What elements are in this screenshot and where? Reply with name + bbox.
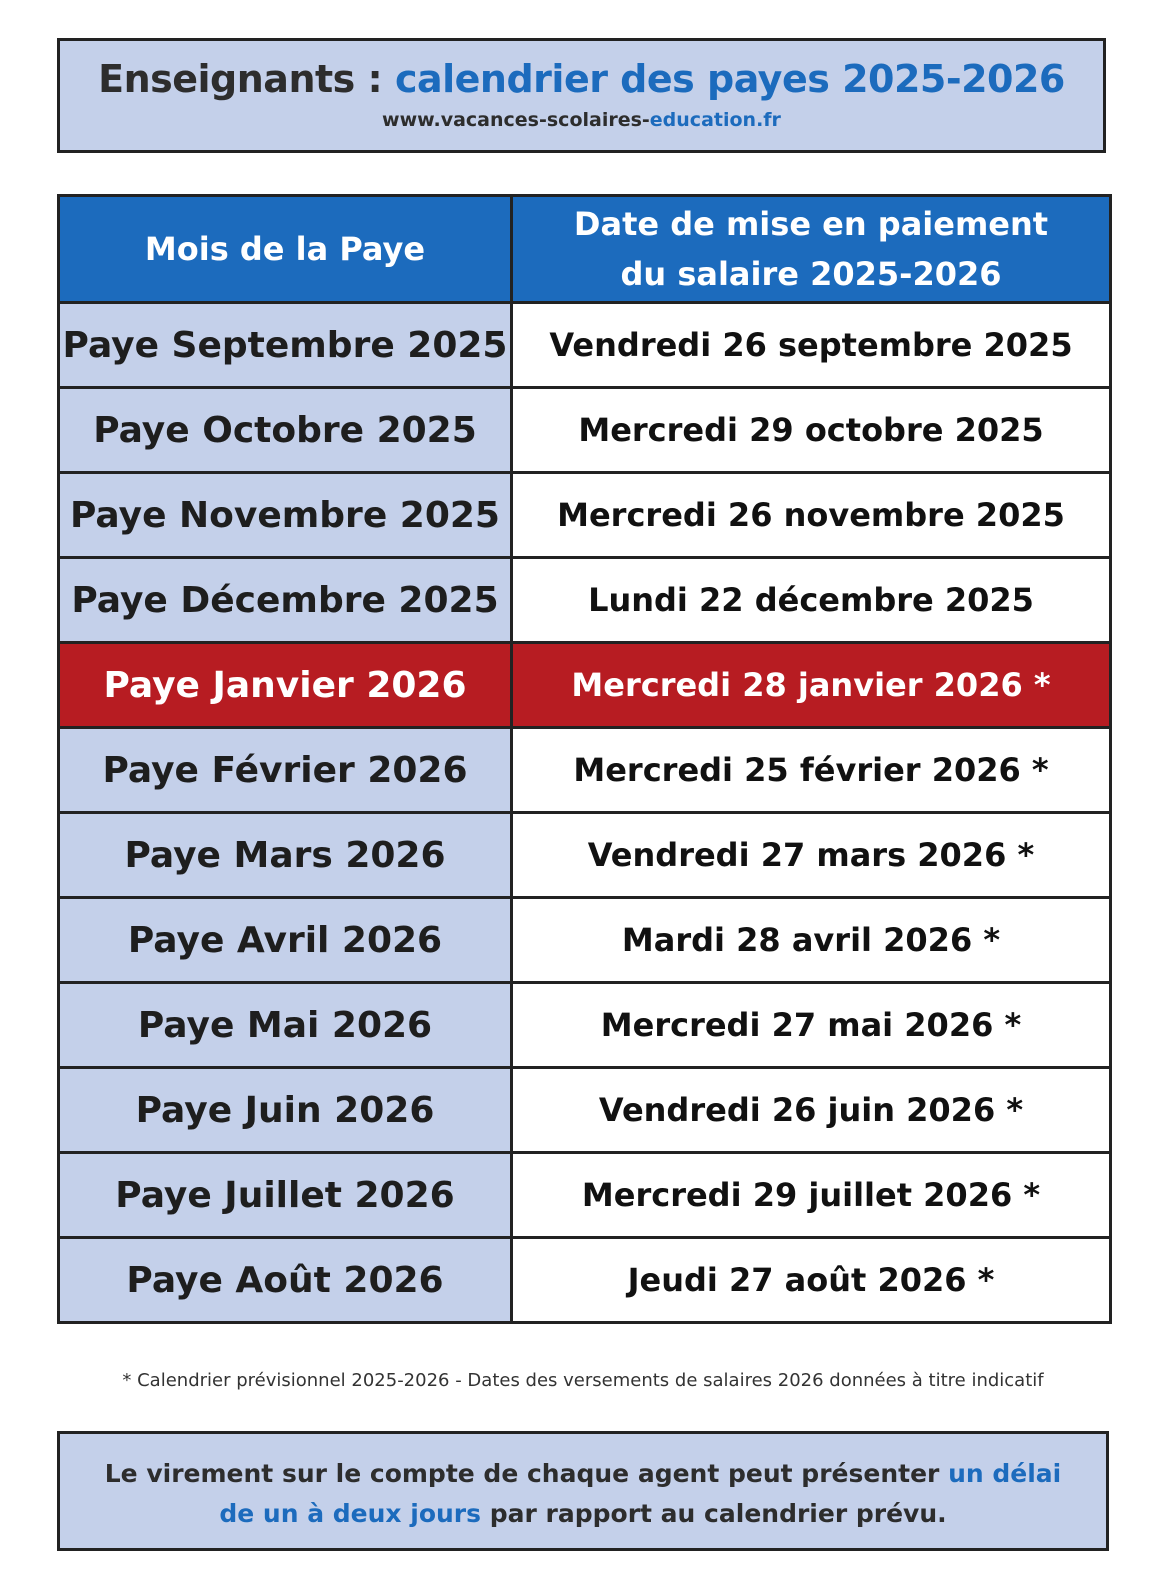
date-cell: Vendredi 26 juin 2026 * bbox=[512, 1068, 1111, 1153]
info-banner bbox=[57, 1431, 1109, 1551]
month-cell: Paye Octobre 2025 bbox=[59, 388, 512, 473]
month-cell: Paye Mai 2026 bbox=[59, 983, 512, 1068]
table-row bbox=[59, 1068, 1111, 1153]
footnote: * Calendrier prévisionnel 2025-2026 - Dates des versements de salaires 2026 données à titre indicatif bbox=[122, 1370, 1044, 1391]
table-row bbox=[59, 558, 1111, 643]
title-accent: calendrier des payes 2025-2026 bbox=[394, 57, 1065, 101]
info-text-start: Le virement sur le compte de chaque agent peut présenter bbox=[104, 1459, 949, 1488]
date-cell: Vendredi 27 mars 2026 * bbox=[512, 813, 1111, 898]
table-row bbox=[59, 388, 1111, 473]
month-cell: Paye Janvier 2026 bbox=[59, 643, 512, 728]
date-cell: Vendredi 26 septembre 2025 bbox=[512, 303, 1111, 388]
date-cell: Mercredi 28 janvier 2026 * bbox=[512, 643, 1111, 728]
date-cell: Mercredi 29 octobre 2025 bbox=[512, 388, 1111, 473]
date-cell: Mercredi 27 mai 2026 * bbox=[512, 983, 1111, 1068]
month-cell: Paye Mars 2026 bbox=[59, 813, 512, 898]
date-cell: Mercredi 25 février 2026 * bbox=[512, 728, 1111, 813]
column-header-month: Mois de la Paye bbox=[59, 196, 512, 303]
table-row bbox=[59, 728, 1111, 813]
table-row bbox=[59, 303, 1111, 388]
source-url bbox=[60, 109, 1103, 131]
table-row bbox=[59, 1238, 1111, 1323]
info-text-accent: un délai de un à deux jours bbox=[219, 1459, 1062, 1528]
month-cell: Paye Février 2026 bbox=[59, 728, 512, 813]
date-cell: Mardi 28 avril 2026 * bbox=[512, 898, 1111, 983]
table-row-highlighted bbox=[59, 643, 1111, 728]
month-cell: Paye Août 2026 bbox=[59, 1238, 512, 1323]
table-row bbox=[59, 898, 1111, 983]
date-cell: Jeudi 27 août 2026 * bbox=[512, 1238, 1111, 1323]
month-cell: Paye Décembre 2025 bbox=[59, 558, 512, 643]
month-cell: Paye Avril 2026 bbox=[59, 898, 512, 983]
month-cell: Paye Juin 2026 bbox=[59, 1068, 512, 1153]
date-cell: Mercredi 26 novembre 2025 bbox=[512, 473, 1111, 558]
table-row bbox=[59, 473, 1111, 558]
page-title bbox=[60, 57, 1103, 101]
column-header-date: Date de mise en paiement du salaire 2025-2026 bbox=[512, 196, 1111, 303]
date-cell: Lundi 22 décembre 2025 bbox=[512, 558, 1111, 643]
url-accent: education.fr bbox=[649, 109, 781, 131]
table-row bbox=[59, 983, 1111, 1068]
table-row bbox=[59, 813, 1111, 898]
table-header-row bbox=[59, 196, 1111, 303]
info-text-end: par rapport au calendrier prévu. bbox=[481, 1499, 947, 1528]
month-cell: Paye Juillet 2026 bbox=[59, 1153, 512, 1238]
title-prefix: Enseignants : bbox=[98, 57, 395, 101]
month-cell: Paye Novembre 2025 bbox=[59, 473, 512, 558]
pay-calendar-table bbox=[57, 194, 1112, 1324]
table-row bbox=[59, 1153, 1111, 1238]
title-banner bbox=[57, 38, 1106, 153]
date-cell: Mercredi 29 juillet 2026 * bbox=[512, 1153, 1111, 1238]
month-cell: Paye Septembre 2025 bbox=[59, 303, 512, 388]
url-prefix: www.vacances-scolaires- bbox=[382, 109, 650, 131]
